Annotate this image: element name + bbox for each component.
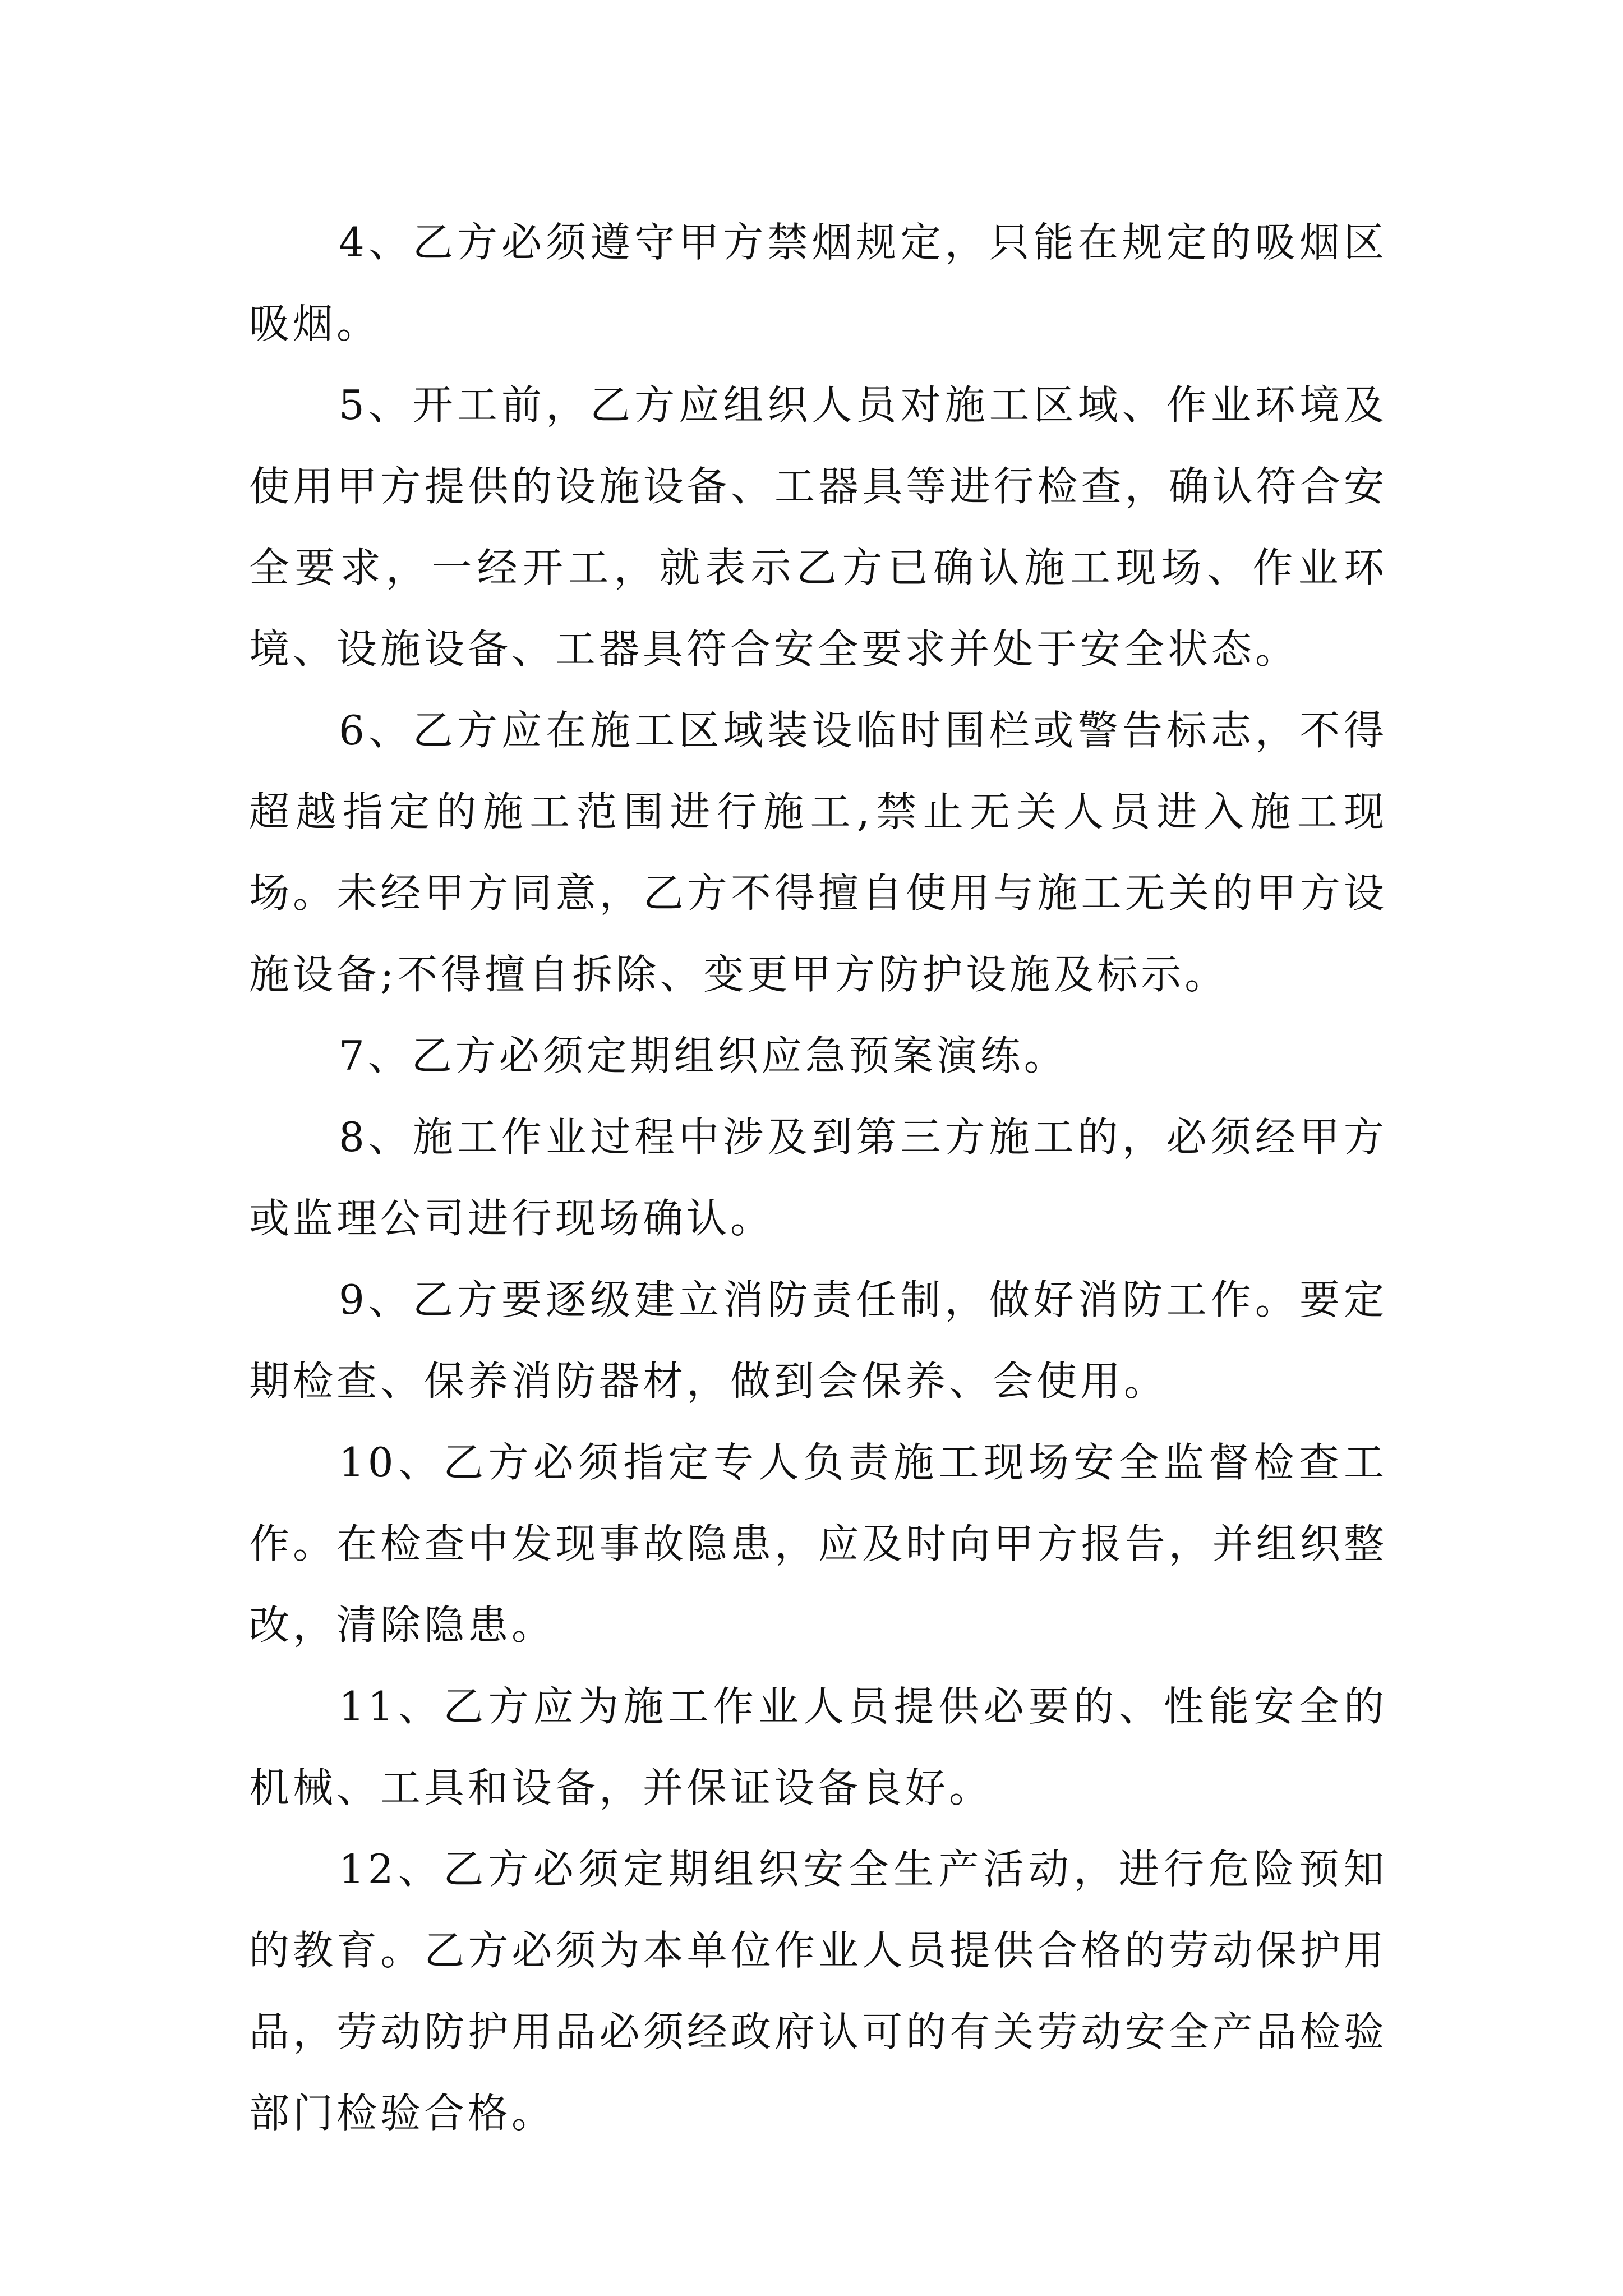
- paragraph-5: 5、开工前，乙方应组织人员对施工区域、作业环境及使用甲方提供的设施设备、工器具等进行检查，确认符合安全要求，一经开工，就表示乙方已确认施工现场、作业环境、设施设备、工器具符合安全要求并处于安全状态。: [249, 381, 1387, 673]
- paragraph-12: 12、乙方必须定期组织安全生产活动，进行危险预知的教育。乙方必须为本单位作业人员提供合格的劳动保护用品，劳动防护用品必须经政府认可的有关劳动安全产品检验部门检验合格。: [249, 1846, 1387, 2137]
- paragraph-9: 9、乙方要逐级建立消防责任制，做好消防工作。要定期检查、保养消防器材，做到会保养、会使用。: [249, 1276, 1387, 1405]
- paragraph-11: 11、乙方应为施工作业人员提供必要的、性能安全的机械、工具和设备，并保证设备良好。: [249, 1683, 1387, 1811]
- paragraph-10: 10、乙方必须指定专人负责施工现场安全监督检查工作。在检查中发现事故隐患，应及时向甲方报告，并组织整改，清除隐患。: [249, 1439, 1387, 1649]
- document-body: [249, 202, 1387, 2154]
- paragraph-4: 4、乙方必须遵守甲方禁烟规定，只能在规定的吸烟区吸烟。: [249, 219, 1387, 347]
- paragraph-8: 8、施工作业过程中涉及到第三方施工的，必须经甲方或监理公司进行现场确认。: [249, 1114, 1387, 1242]
- paragraph-6: 6、乙方应在施工区域装设临时围栏或警告标志，不得超越指定的施工范围进行施工,禁止无关人员进入施工现场。未经甲方同意，乙方不得擅自使用与施工无关的甲方设施设备;不得擅自拆除、变更甲方防护设施及标示。: [249, 707, 1387, 998]
- paragraph-7: 7、乙方必须定期组织应急预案演练。: [339, 1032, 1068, 1079]
